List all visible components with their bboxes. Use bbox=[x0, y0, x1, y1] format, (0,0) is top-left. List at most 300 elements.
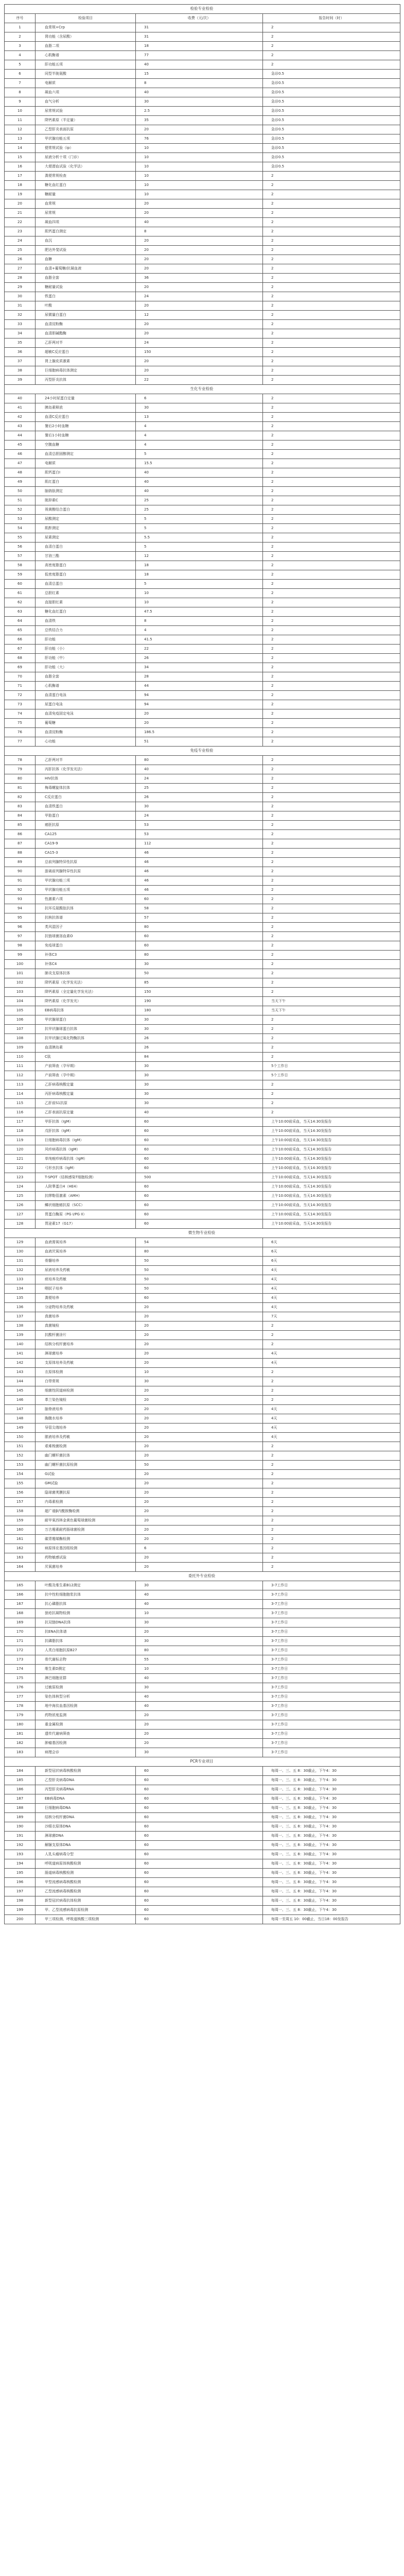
table-row bbox=[5, 719, 400, 728]
cell-no: 140 bbox=[5, 1340, 36, 1349]
table-row bbox=[5, 1655, 400, 1665]
cell-item: 甘油三酯 bbox=[36, 552, 136, 561]
cell-time: 上午10:00前采血，当天14:30发报告 bbox=[263, 1201, 400, 1210]
cell-item: 血清胰岛素 bbox=[36, 1043, 136, 1053]
table-row bbox=[5, 162, 400, 172]
cell-price: 80 bbox=[136, 951, 263, 960]
cell-time: 2 bbox=[263, 941, 400, 951]
cell-no: 74 bbox=[5, 709, 36, 719]
cell-no: 48 bbox=[5, 468, 36, 478]
cell-time: 2 bbox=[263, 505, 400, 515]
cell-time: 3-7工作日 bbox=[263, 1702, 400, 1711]
cell-time: 急诊0.5 bbox=[263, 107, 400, 116]
cell-item: 肝功能 bbox=[36, 635, 136, 645]
cell-item: T-SPOT（结核感染T细胞检测） bbox=[36, 1173, 136, 1182]
cell-item: 隐球菌荚膜抗原 bbox=[36, 1488, 136, 1498]
cell-no: 68 bbox=[5, 654, 36, 663]
cell-no: 57 bbox=[5, 552, 36, 561]
table-row bbox=[5, 589, 400, 598]
cell-price: 40 bbox=[136, 1692, 263, 1702]
cell-price: 60 bbox=[136, 895, 263, 904]
cell-no: 149 bbox=[5, 1423, 36, 1433]
cell-no: 1 bbox=[5, 23, 36, 32]
cell-no: 174 bbox=[5, 1665, 36, 1674]
cell-time: 2 bbox=[263, 904, 400, 913]
cell-price: 77 bbox=[136, 51, 263, 60]
cell-time: 4天 bbox=[263, 1359, 400, 1368]
cell-price: 60 bbox=[136, 1155, 263, 1164]
cell-price: 60 bbox=[136, 1896, 263, 1906]
table-row bbox=[5, 134, 400, 144]
cell-price: 2.5 bbox=[136, 107, 263, 116]
cell-item: 血脂全套 bbox=[36, 672, 136, 682]
cell-item: 乙肝病毒核酸定量 bbox=[36, 1080, 136, 1090]
table-row bbox=[5, 1563, 400, 1572]
cell-no: 23 bbox=[5, 227, 36, 236]
section-title-row bbox=[5, 1229, 400, 1238]
cell-no: 51 bbox=[5, 496, 36, 505]
table-row bbox=[5, 1275, 400, 1284]
cell-price: 20 bbox=[136, 1340, 263, 1349]
cell-item: 鳞状细胞癌抗原（SCC） bbox=[36, 1201, 136, 1210]
cell-price: 60 bbox=[136, 1878, 263, 1887]
cell-time: 2 bbox=[263, 858, 400, 867]
cell-price: 31 bbox=[136, 32, 263, 42]
price-list-sheet bbox=[4, 4, 400, 1924]
cell-time: 每周一、三、五 8：30截止，下午4：30 bbox=[263, 1869, 400, 1878]
cell-no: 154 bbox=[5, 1470, 36, 1479]
cell-price: 5.5 bbox=[136, 533, 263, 543]
cell-item: 肿瘤基因检测 bbox=[36, 1739, 136, 1748]
cell-item: 肝功能（小） bbox=[36, 645, 136, 654]
cell-no: 146 bbox=[5, 1396, 36, 1405]
cell-time: 2 bbox=[263, 320, 400, 329]
cell-item: 细菌性阴道病检测 bbox=[36, 1386, 136, 1396]
cell-no: 17 bbox=[5, 172, 36, 181]
table-row bbox=[5, 357, 400, 366]
cell-item: 革兰染色镜检 bbox=[36, 1396, 136, 1405]
cell-item: 新型冠状病毒核酸检测 bbox=[36, 1767, 136, 1776]
cell-price: 31 bbox=[136, 23, 263, 32]
table-row bbox=[5, 1071, 400, 1080]
cell-no: 122 bbox=[5, 1164, 36, 1173]
cell-time: 2 bbox=[263, 1377, 400, 1386]
table-row bbox=[5, 70, 400, 79]
cell-item: 人类白细胞抗原B27 bbox=[36, 1646, 136, 1655]
cell-time: 6天 bbox=[263, 1238, 400, 1247]
cell-no: 89 bbox=[5, 858, 36, 867]
cell-time: 4天 bbox=[263, 1433, 400, 1442]
cell-item: 脓液培养及药敏 bbox=[36, 1433, 136, 1442]
cell-item: 骨代谢标志物 bbox=[36, 1655, 136, 1665]
cell-time: 急诊0.5 bbox=[263, 144, 400, 153]
cell-no: 165 bbox=[5, 1581, 36, 1590]
cell-item: 血清蛋白电泳 bbox=[36, 691, 136, 700]
cell-price: 60 bbox=[136, 1785, 263, 1794]
cell-price: 18 bbox=[136, 561, 263, 570]
cell-no: 151 bbox=[5, 1442, 36, 1451]
cell-item: 尿酸测定 bbox=[36, 515, 136, 524]
cell-no: 175 bbox=[5, 1674, 36, 1683]
cell-item: CA19-9 bbox=[36, 839, 136, 849]
cell-item: 丙型肝炎抗体 bbox=[36, 376, 136, 385]
cell-no: 2 bbox=[5, 32, 36, 42]
table-row bbox=[5, 1720, 400, 1730]
cell-time: 2 bbox=[263, 1331, 400, 1340]
cell-item: 血清铁蛋白 bbox=[36, 802, 136, 811]
cell-no: 181 bbox=[5, 1730, 36, 1739]
cell-time: 2 bbox=[263, 607, 400, 617]
cell-item: 尿液培养及药敏 bbox=[36, 1266, 136, 1275]
cell-item: 戊肝抗体（IgM） bbox=[36, 1127, 136, 1136]
cell-item: 染色体核型分析 bbox=[36, 1692, 136, 1702]
cell-item: C肽 bbox=[36, 1053, 136, 1062]
table-row bbox=[5, 42, 400, 51]
table-row bbox=[5, 32, 400, 42]
cell-time: 2 bbox=[263, 357, 400, 366]
table-row bbox=[5, 348, 400, 357]
cell-no: 172 bbox=[5, 1646, 36, 1655]
section-title-row bbox=[5, 5, 400, 14]
cell-item: 乙型流感病毒核酸检测 bbox=[36, 1887, 136, 1896]
cell-price: 40 bbox=[136, 88, 263, 97]
table-row bbox=[5, 1396, 400, 1405]
cell-price: 24 bbox=[136, 774, 263, 784]
cell-time: 2 bbox=[263, 886, 400, 895]
table-row bbox=[5, 440, 400, 450]
cell-item: 降钙素原（化学发光） bbox=[36, 997, 136, 1006]
cell-time: 2 bbox=[263, 524, 400, 533]
table-row bbox=[5, 116, 400, 125]
table-row bbox=[5, 960, 400, 969]
cell-time: 2 bbox=[263, 1526, 400, 1535]
table-row bbox=[5, 1053, 400, 1062]
cell-no: 197 bbox=[5, 1887, 36, 1896]
cell-price: 40 bbox=[136, 1674, 263, 1683]
cell-time: 每周一、三、五 8：30截止，下午4：30 bbox=[263, 1850, 400, 1859]
cell-time: 2 bbox=[263, 42, 400, 51]
cell-item: 甲型流感病毒核酸检测 bbox=[36, 1878, 136, 1887]
cell-item: 结核分枝杆菌DNA bbox=[36, 1813, 136, 1822]
table-row bbox=[5, 515, 400, 524]
cell-time: 2 bbox=[263, 422, 400, 431]
cell-price: 20 bbox=[136, 1479, 263, 1488]
cell-no: 136 bbox=[5, 1303, 36, 1312]
cell-no: 16 bbox=[5, 162, 36, 172]
cell-item: 超广谱β内酰胺酶检测 bbox=[36, 1507, 136, 1516]
cell-price: 50 bbox=[136, 969, 263, 978]
cell-item: 淋球菌DNA bbox=[36, 1832, 136, 1841]
cell-price: 20 bbox=[136, 1730, 263, 1739]
cell-time: 4天 bbox=[263, 1303, 400, 1312]
table-row bbox=[5, 700, 400, 709]
cell-price: 30 bbox=[136, 1618, 263, 1628]
cell-no: 150 bbox=[5, 1433, 36, 1442]
table-row bbox=[5, 1535, 400, 1544]
cell-time: 2 bbox=[263, 376, 400, 385]
cell-no: 71 bbox=[5, 682, 36, 691]
table-row bbox=[5, 682, 400, 691]
table-row bbox=[5, 997, 400, 1006]
cell-item: 巨细胞病毒抗体测定 bbox=[36, 366, 136, 376]
cell-price: 50 bbox=[136, 1266, 263, 1275]
cell-item: 同型半胱氨酸 bbox=[36, 70, 136, 79]
cell-no: 177 bbox=[5, 1692, 36, 1702]
cell-time: 3-7工作日 bbox=[263, 1618, 400, 1628]
cell-item: 乙肝表面抗原定量 bbox=[36, 1108, 136, 1117]
table-row bbox=[5, 1581, 400, 1590]
table-row bbox=[5, 1340, 400, 1349]
table-row bbox=[5, 858, 400, 867]
table-row bbox=[5, 737, 400, 747]
cell-no: 75 bbox=[5, 719, 36, 728]
cell-no: 187 bbox=[5, 1794, 36, 1804]
cell-no: 167 bbox=[5, 1600, 36, 1609]
cell-price: 60 bbox=[136, 1210, 263, 1219]
table-row bbox=[5, 1433, 400, 1442]
table-row bbox=[5, 1303, 400, 1312]
table-row bbox=[5, 1145, 400, 1155]
table-row bbox=[5, 830, 400, 839]
cell-item: 乙型肝炎病毒DNA bbox=[36, 1776, 136, 1785]
cell-time: 2 bbox=[263, 1053, 400, 1062]
table-row bbox=[5, 1600, 400, 1609]
cell-price: 50 bbox=[136, 1461, 263, 1470]
table-row bbox=[5, 1238, 400, 1247]
cell-time: 3-7工作日 bbox=[263, 1655, 400, 1665]
table-row bbox=[5, 1006, 400, 1015]
cell-price: 60 bbox=[136, 1136, 263, 1145]
table-row bbox=[5, 672, 400, 682]
table-row bbox=[5, 1488, 400, 1498]
table-row bbox=[5, 107, 400, 116]
table-row bbox=[5, 1090, 400, 1099]
cell-price: 55 bbox=[136, 1655, 263, 1665]
cell-item: 抗甲状腺过氧化物酶抗体 bbox=[36, 1034, 136, 1043]
cell-time: 2 bbox=[263, 366, 400, 376]
cell-price: 47.5 bbox=[136, 607, 263, 617]
table-row bbox=[5, 1127, 400, 1136]
cell-time: 2 bbox=[263, 431, 400, 440]
cell-price: 60 bbox=[136, 1117, 263, 1127]
table-row bbox=[5, 1637, 400, 1646]
cell-price: 20 bbox=[136, 1470, 263, 1479]
cell-item: 心功能 bbox=[36, 737, 136, 747]
cell-price: 20 bbox=[136, 1526, 263, 1535]
cell-item: 新型冠状病毒抗体检测 bbox=[36, 1896, 136, 1906]
cell-no: 100 bbox=[5, 960, 36, 969]
cell-price: 30 bbox=[136, 802, 263, 811]
cell-no: 107 bbox=[5, 1025, 36, 1034]
section-title: 生化专业检验 bbox=[5, 385, 400, 394]
cell-price: 20 bbox=[136, 1349, 263, 1359]
cell-time: 上午10:00前采血，当天14:30发报告 bbox=[263, 1117, 400, 1127]
cell-no: 80 bbox=[5, 774, 36, 784]
table-row bbox=[5, 1507, 400, 1516]
cell-price: 50 bbox=[136, 1284, 263, 1294]
cell-time: 2 bbox=[263, 1544, 400, 1553]
table-row bbox=[5, 153, 400, 162]
cell-time: 每周一、三、五 8：30截止，下午4：30 bbox=[263, 1804, 400, 1813]
cell-item: 胸腹水培养 bbox=[36, 1414, 136, 1423]
cell-time: 3-7工作日 bbox=[263, 1748, 400, 1757]
cell-item: 弓形虫抗体（IgM） bbox=[36, 1164, 136, 1173]
cell-item: 风疹病毒抗体（IgM） bbox=[36, 1145, 136, 1155]
cell-price: 85 bbox=[136, 978, 263, 988]
table-row bbox=[5, 1730, 400, 1739]
cell-item: 丙肝抗体（化学发光法） bbox=[36, 765, 136, 774]
cell-time: 2 bbox=[263, 876, 400, 886]
cell-item: 咽拭子培养 bbox=[36, 1284, 136, 1294]
cell-time: 急诊0.5 bbox=[263, 97, 400, 107]
cell-time: 2 bbox=[263, 700, 400, 709]
table-row bbox=[5, 311, 400, 320]
cell-price: 25 bbox=[136, 505, 263, 515]
cell-no: 84 bbox=[5, 811, 36, 821]
cell-no: 93 bbox=[5, 895, 36, 904]
cell-price: 80 bbox=[136, 923, 263, 932]
cell-item: 过敏原检测 bbox=[36, 1683, 136, 1692]
cell-item: 糖化血红蛋白 bbox=[36, 607, 136, 617]
cell-no: 44 bbox=[5, 431, 36, 440]
cell-no: 47 bbox=[5, 459, 36, 468]
cell-item: 丙肝病毒核酸定量 bbox=[36, 1090, 136, 1099]
cell-item: 糖化血红蛋白 bbox=[36, 181, 136, 190]
cell-no: 64 bbox=[5, 617, 36, 626]
cell-no: 191 bbox=[5, 1832, 36, 1841]
cell-no: 78 bbox=[5, 756, 36, 765]
table-row bbox=[5, 598, 400, 607]
cell-item: 直接胆红素 bbox=[36, 598, 136, 607]
cell-time: 2 bbox=[263, 645, 400, 654]
table-row bbox=[5, 988, 400, 997]
table-row bbox=[5, 1108, 400, 1117]
cell-price: 20 bbox=[136, 1498, 263, 1507]
cell-time: 2 bbox=[263, 23, 400, 32]
cell-time: 2 bbox=[263, 960, 400, 969]
section-title-row bbox=[5, 385, 400, 394]
table-row bbox=[5, 951, 400, 960]
cell-item: 骨髓培养 bbox=[36, 1257, 136, 1266]
cell-time: 2 bbox=[263, 255, 400, 264]
cell-price: 40 bbox=[136, 60, 263, 70]
table-row bbox=[5, 1461, 400, 1470]
table-row bbox=[5, 283, 400, 292]
cell-item: CA15-3 bbox=[36, 849, 136, 858]
table-row bbox=[5, 329, 400, 338]
cell-time: 2 bbox=[263, 1090, 400, 1099]
cell-price: 20 bbox=[136, 1739, 263, 1748]
table-row bbox=[5, 1442, 400, 1451]
cell-price: 80 bbox=[136, 1646, 263, 1655]
cell-no: 61 bbox=[5, 589, 36, 598]
cell-no: 118 bbox=[5, 1127, 36, 1136]
cell-item: 血清胆碱酯酶 bbox=[36, 329, 136, 338]
cell-item: 解脲支原体DNA bbox=[36, 1841, 136, 1850]
cell-time: 3-7工作日 bbox=[263, 1637, 400, 1646]
cell-item: 降钙素原（半定量） bbox=[36, 116, 136, 125]
cell-item: 万古霉素耐药肠球菌检测 bbox=[36, 1526, 136, 1535]
cell-price: 60 bbox=[136, 1794, 263, 1804]
cell-price: 40 bbox=[136, 1108, 263, 1117]
cell-no: 91 bbox=[5, 876, 36, 886]
table-row bbox=[5, 246, 400, 255]
cell-item: 人乳头瘤病毒分型 bbox=[36, 1850, 136, 1859]
cell-time: 2 bbox=[263, 468, 400, 478]
cell-item: 总胆红素 bbox=[36, 589, 136, 598]
cell-no: 56 bbox=[5, 543, 36, 552]
cell-no: 119 bbox=[5, 1136, 36, 1145]
table-row bbox=[5, 1526, 400, 1535]
cell-item: 尿常规试验 bbox=[36, 107, 136, 116]
table-row bbox=[5, 811, 400, 821]
cell-price: 20 bbox=[136, 1553, 263, 1563]
table-row bbox=[5, 1377, 400, 1386]
cell-no: 5 bbox=[5, 60, 36, 70]
cell-item: 超敏C反应蛋白 bbox=[36, 348, 136, 357]
cell-no: 169 bbox=[5, 1618, 36, 1628]
cell-item: 抗中性粒细胞胞浆抗体 bbox=[36, 1590, 136, 1600]
cell-item: 胰岛素释放 bbox=[36, 403, 136, 413]
cell-no: 3 bbox=[5, 42, 36, 51]
cell-time: 上午10:00前采血，当天14:30发报告 bbox=[263, 1192, 400, 1201]
cell-price: 40 bbox=[136, 1600, 263, 1609]
cell-item: 糖耐量 bbox=[36, 190, 136, 199]
cell-no: 28 bbox=[5, 274, 36, 283]
cell-item: 餐后1小时血糖 bbox=[36, 431, 136, 440]
cell-item: 脑脊液培养 bbox=[36, 1405, 136, 1414]
cell-item: 甲状腺球蛋白 bbox=[36, 1015, 136, 1025]
cell-price: 60 bbox=[136, 1859, 263, 1869]
cell-no: 126 bbox=[5, 1201, 36, 1210]
cell-price: 5 bbox=[136, 450, 263, 459]
cell-price: 60 bbox=[136, 1813, 263, 1822]
cell-price: 20 bbox=[136, 1405, 263, 1414]
table-row bbox=[5, 97, 400, 107]
cell-time: 2 bbox=[263, 580, 400, 589]
table-row bbox=[5, 227, 400, 236]
cell-price: 20 bbox=[136, 320, 263, 329]
cell-no: 123 bbox=[5, 1173, 36, 1182]
cell-time: 2 bbox=[263, 969, 400, 978]
cell-item: 免疫球蛋白 bbox=[36, 941, 136, 951]
cell-time: 2 bbox=[263, 774, 400, 784]
cell-no: 99 bbox=[5, 951, 36, 960]
cell-item: 淋巴细胞亚群 bbox=[36, 1674, 136, 1683]
cell-price: 20 bbox=[136, 1396, 263, 1405]
cell-price: 12 bbox=[136, 311, 263, 320]
cell-time: 3-7工作日 bbox=[263, 1674, 400, 1683]
cell-price: 40 bbox=[136, 468, 263, 478]
cell-time: 每周一、三、五 8：30截止，下午4：30 bbox=[263, 1878, 400, 1887]
cell-no: 77 bbox=[5, 737, 36, 747]
cell-no: 105 bbox=[5, 1006, 36, 1015]
table-row bbox=[5, 431, 400, 440]
cell-no: 153 bbox=[5, 1461, 36, 1470]
cell-time: 2 bbox=[263, 413, 400, 422]
table-row bbox=[5, 913, 400, 923]
cell-price: 25 bbox=[136, 784, 263, 793]
cell-price: 20 bbox=[136, 1488, 263, 1498]
cell-item: 粪便培养 bbox=[36, 1294, 136, 1303]
cell-time: 上午10:00前采血，当天14:30发报告 bbox=[263, 1210, 400, 1219]
cell-price: 8 bbox=[136, 79, 263, 88]
cell-price: 30 bbox=[136, 1099, 263, 1108]
table-row bbox=[5, 1906, 400, 1915]
table-row bbox=[5, 413, 400, 422]
cell-no: 42 bbox=[5, 413, 36, 422]
cell-price: 8 bbox=[136, 227, 263, 236]
